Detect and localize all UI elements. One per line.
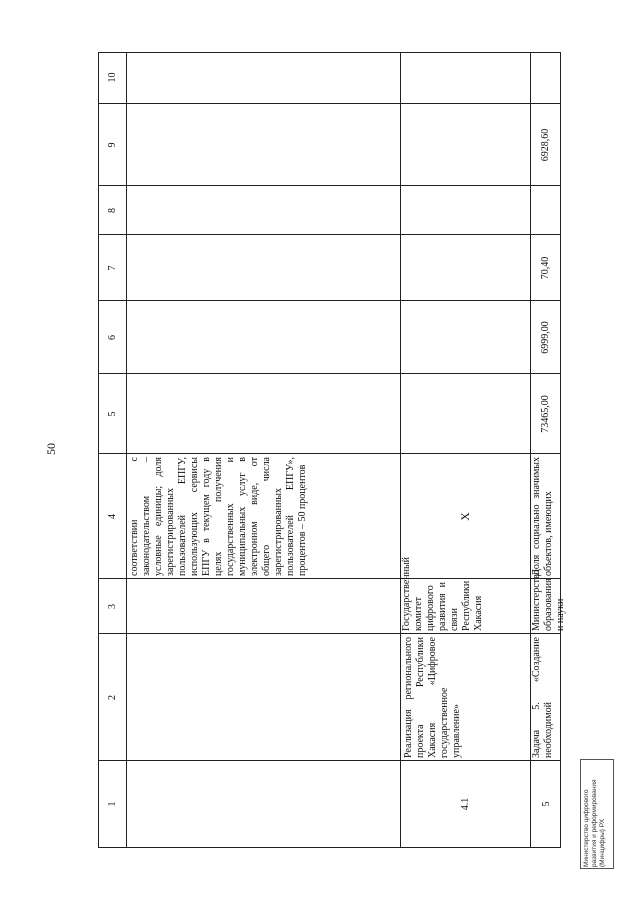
col-divider-5 — [99, 373, 560, 374]
row2-col1: 4.1 — [460, 797, 471, 811]
row3-col6: 73465,00 — [540, 395, 551, 433]
registration-stamp — [580, 759, 614, 869]
document-table-rotated — [98, 52, 566, 848]
row3-col10: 6928,60 — [540, 128, 551, 162]
col-divider-9 — [99, 103, 560, 104]
col-divider-6 — [99, 300, 560, 301]
document-table — [98, 52, 566, 848]
page-number: 50 — [44, 443, 58, 455]
row3-col3: Министерство образования и науки — [531, 569, 566, 631]
row2-col5: Х — [458, 512, 472, 521]
header-col-2: 2 — [106, 695, 118, 700]
row3-col7: 6999,00 — [540, 321, 551, 354]
stamp-text: Министерство цифрового развития и реформирования (Минцифры) РХ — [583, 779, 606, 867]
row2-col3: Государственный комитет цифрового развития и связи Республики Хакасия — [401, 556, 484, 631]
header-col-7: 7 — [106, 265, 118, 271]
col-divider-7 — [99, 234, 560, 235]
row3-col2: Задача 5. «Создание необходимой — [531, 637, 554, 758]
header-col-9: 9 — [106, 142, 118, 148]
header-col-6: 6 — [106, 335, 118, 340]
row3-col5: Доля социально значимых объектов, имеющих — [531, 457, 554, 576]
header-col-1: 1 — [106, 801, 118, 807]
header-divider — [126, 53, 127, 847]
header-col-5: 5 — [106, 411, 118, 417]
header-col-8: 8 — [106, 208, 118, 213]
row3-col8: 70,40 — [540, 256, 551, 280]
header-col-4: 4 — [106, 514, 118, 519]
row2-col2: Реализация регионального проекта Республики Хакасия «Цифровое государственное управление» — [403, 637, 462, 758]
row1-col5: соответствии с законодательством – условные единицы; доля зарегистрированных пользователей ЕПГУ, использующих сервисы ЕПГУ в текущем году в целях получения государственных и муниципальных услуг в электронном виде, от общего числа зарегистрированных пользователей ЕПГУ», процентов – 50 процентов — [129, 457, 308, 576]
header-col-3: 3 — [106, 604, 118, 609]
header-col-10: 10 — [106, 72, 118, 83]
row3-col1: 5 — [541, 801, 552, 807]
col-divider-8 — [99, 185, 560, 186]
row1-col1 — [126, 761, 400, 847]
